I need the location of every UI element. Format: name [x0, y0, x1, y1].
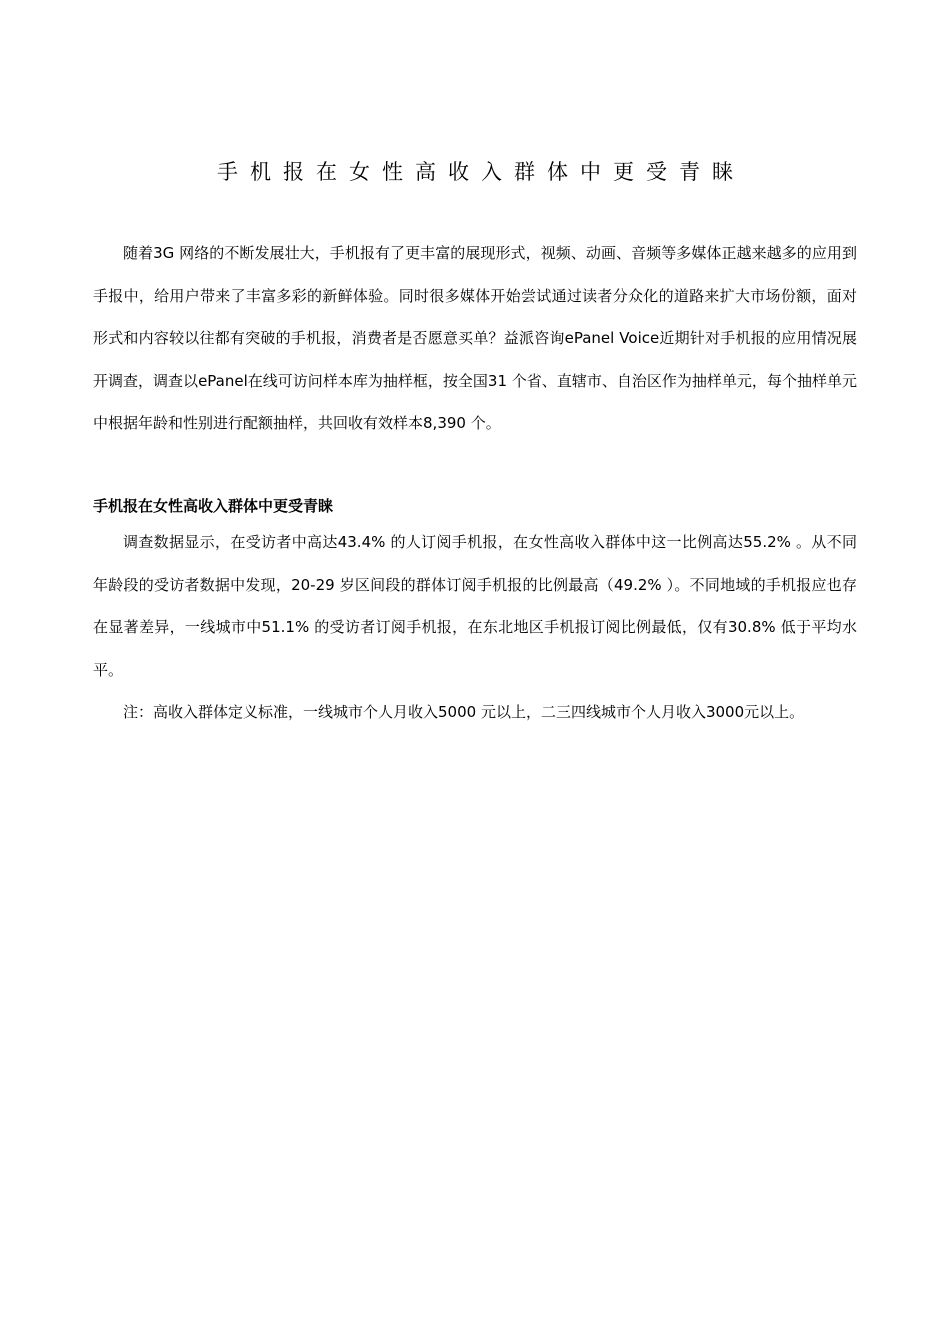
intro-paragraph: 随着3G 网络的不断发展壮大，手机报有了更丰富的展现形式，视频、动画、音频等多媒体正越来越多的应用到手报中，给用户带来了丰富多彩的新鲜体验。同时很多媒体开始尝试通过读者分众化的道路来扩大市场份额，面对形式和内容较以往都有突破的手机报，消费者是否愿意买单？益派咨询ePanel Voice近期针对手机报的应用情况展开调查，调查以ePanel在线可访问样本库为抽样框，按全国31 个省、直辖市、自治区作为抽样单元，每个抽样单元中根据年龄和性别进行配额抽样，共回收有效样本8,390 个。	[93, 244, 857, 432]
note-paragraph: 注：高收入群体定义标准，一线城市个人月收入5000 元以上，二三四线城市个人月收入3000元以上。	[123, 703, 805, 721]
section-heading: 手机报在女性高收入群体中更受青睐	[93, 497, 334, 515]
survey-results-paragraph: 调查数据显示，在受访者中高达43.4% 的人订阅手机报，在女性高收入群体中这一比例高达55.2% 。从不同年龄段的受访者数据中发现，20-29 岁区间段的群体订阅手机报的比例最高（49.2% ）。不同地域的手机报应也存在显著差异，一线城市中51.1% 的受访者订阅手机报，在东北地区手机报订阅比例最低，仅有30.8% 低于平均水平。	[93, 533, 857, 679]
document-title: 手机报在女性高收入群体中更受青睐	[217, 160, 745, 184]
document-body	[93, 232, 857, 734]
